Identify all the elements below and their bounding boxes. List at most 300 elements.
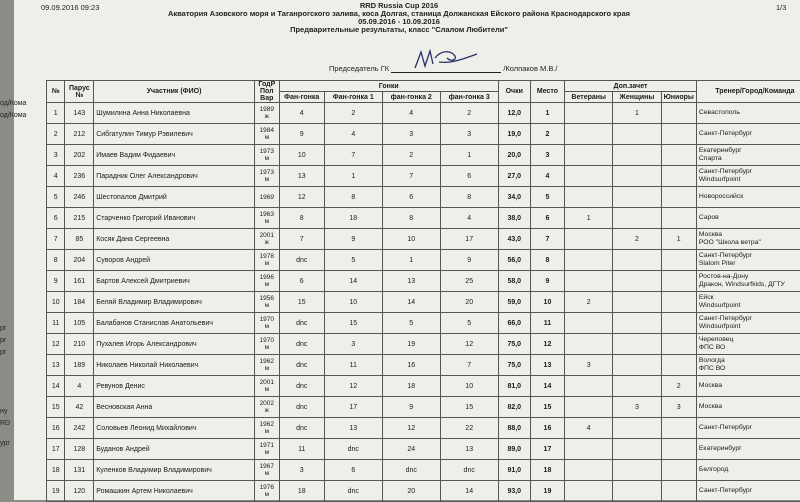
team: [696, 271, 800, 292]
race-result: 8: [324, 187, 382, 208]
year-gender-line: м: [257, 323, 277, 330]
row-num: 4: [47, 166, 65, 187]
col-race: Фан-гонка: [279, 92, 324, 103]
team: [696, 313, 800, 334]
team-line: РОО "Школа ветра": [699, 239, 800, 247]
race-result: 7: [382, 166, 440, 187]
veterans-rank: [565, 250, 613, 271]
race-result: 6: [382, 187, 440, 208]
race-result: 11: [324, 355, 382, 376]
event-dates: 05.09.2016 - 10.09.2016: [14, 18, 784, 26]
participant-name: Имаев Вадим Фидаевич: [94, 145, 255, 166]
place: 9: [530, 271, 564, 292]
team: [696, 166, 800, 187]
women-rank: [613, 376, 661, 397]
women-rank: [613, 250, 661, 271]
participant-name: Косяк Дана Сергеевна: [94, 229, 255, 250]
women-rank: [613, 166, 661, 187]
row-num: 19: [47, 481, 65, 502]
year-gender-line: 1970: [257, 337, 277, 344]
women-rank: [613, 313, 661, 334]
race-result: dnc: [279, 397, 324, 418]
table-row: [47, 313, 800, 334]
row-num: 5: [47, 187, 65, 208]
table-row: [47, 145, 800, 166]
women-rank: 2: [613, 229, 661, 250]
race-result: 2: [382, 145, 440, 166]
juniors-rank: [661, 124, 696, 145]
table-row: [47, 166, 800, 187]
adjacent-sheet-fragment: рг: [0, 325, 6, 332]
year-gender-line: 1962: [257, 421, 277, 428]
year-gender: [254, 187, 279, 208]
place: 8: [530, 250, 564, 271]
sail-number: 105: [65, 313, 94, 334]
year-gender-line: 1996: [257, 274, 277, 281]
race-result: dnc: [324, 439, 382, 460]
team-line: ФПС ВО: [699, 365, 800, 373]
col-sail: Парус №: [65, 81, 94, 103]
race-result: dnc: [324, 481, 382, 502]
year-gender: [254, 313, 279, 334]
points: 75,0: [498, 334, 530, 355]
col-extra-group: Доп.зачет: [565, 81, 697, 92]
team-line: Севастополь: [699, 109, 800, 117]
table-row: [47, 229, 800, 250]
year-gender-line: 1984: [257, 127, 277, 134]
sail-number: 4: [65, 376, 94, 397]
race-result: 12: [279, 187, 324, 208]
team: [696, 229, 800, 250]
women-rank: 3: [613, 397, 661, 418]
adjacent-sheet-fragment: од/Кома: [0, 100, 26, 107]
juniors-rank: [661, 460, 696, 481]
team: [696, 481, 800, 502]
year-gender-line: ж: [257, 407, 277, 414]
veterans-rank: [565, 187, 613, 208]
team: [696, 103, 800, 124]
veterans-rank: [565, 124, 613, 145]
sail-number: 202: [65, 145, 94, 166]
team-line: Санкт-Петербург: [699, 168, 800, 176]
year-gender-line: ж: [257, 239, 277, 246]
race-result: 15: [279, 292, 324, 313]
race-result: 1: [324, 166, 382, 187]
juniors-rank: [661, 418, 696, 439]
col-juniors: Юниоры: [661, 92, 696, 103]
juniors-rank: [661, 292, 696, 313]
veterans-rank: 3: [565, 355, 613, 376]
table-row: [47, 124, 800, 145]
veterans-rank: 1: [565, 208, 613, 229]
adjacent-sheet-fragment: ну: [0, 408, 7, 415]
col-num: №: [47, 81, 65, 103]
race-result: 20: [382, 481, 440, 502]
year-gender-line: м: [257, 386, 277, 393]
race-result: dnc: [279, 334, 324, 355]
sail-number: 120: [65, 481, 94, 502]
veterans-rank: [565, 460, 613, 481]
points: 56,0: [498, 250, 530, 271]
team: [696, 355, 800, 376]
race-result: 3: [382, 124, 440, 145]
race-result: 7: [440, 355, 498, 376]
sail-number: 204: [65, 250, 94, 271]
place: 19: [530, 481, 564, 502]
team-line: Санкт-Петербург: [699, 424, 800, 432]
sail-number: 184: [65, 292, 94, 313]
race-result: 3: [440, 124, 498, 145]
points: 38,0: [498, 208, 530, 229]
team: [696, 208, 800, 229]
race-result: 13: [279, 166, 324, 187]
race-result: 24: [382, 439, 440, 460]
team-line: Москва: [699, 403, 800, 411]
year-gender: [254, 250, 279, 271]
table-row: [47, 460, 800, 481]
year-gender-line: м: [257, 491, 277, 498]
race-result: 14: [324, 271, 382, 292]
race-result: 20: [440, 292, 498, 313]
year-gender-line: 1989: [257, 106, 277, 113]
participant-name: Пухалев Игорь Александрович: [94, 334, 255, 355]
year-gender-line: 1971: [257, 442, 277, 449]
race-result: 4: [382, 103, 440, 124]
sail-number: 246: [65, 187, 94, 208]
sail-number: 236: [65, 166, 94, 187]
race-result: dnc: [279, 376, 324, 397]
race-result: 12: [382, 418, 440, 439]
year-gender-line: м: [257, 302, 277, 309]
participant-name: Соловьев Леонид Михайлович: [94, 418, 255, 439]
team-line: Санкт-Петербург: [699, 130, 800, 138]
veterans-rank: [565, 229, 613, 250]
sail-number: 189: [65, 355, 94, 376]
results-class: Предварительные результаты, класс "Слалом Любители": [14, 26, 784, 34]
team-line: Саров: [699, 214, 800, 222]
women-rank: [613, 418, 661, 439]
race-result: 10: [279, 145, 324, 166]
race-result: 10: [382, 229, 440, 250]
race-result: 2: [324, 103, 382, 124]
row-num: 1: [47, 103, 65, 124]
team-line: Москва: [699, 382, 800, 390]
sail-number: 161: [65, 271, 94, 292]
year-gender-line: 1978: [257, 253, 277, 260]
race-result: dnc: [279, 355, 324, 376]
team-line: Slalom Piter: [699, 260, 800, 268]
team: [696, 439, 800, 460]
race-result: 9: [382, 397, 440, 418]
team-line: Windsurfpoint: [699, 176, 800, 184]
team-line: Москва: [699, 231, 800, 239]
race-result: 3: [279, 460, 324, 481]
year-gender: [254, 229, 279, 250]
women-rank: [613, 187, 661, 208]
women-rank: [613, 439, 661, 460]
event-location: Акватория Азовского моря и Таганрогского залива, коса Долгая, станица Должанская Ейского района Краснодарского края: [14, 10, 784, 18]
col-race: фан-гонка 3: [440, 92, 498, 103]
women-rank: [613, 124, 661, 145]
year-gender-line: м: [257, 344, 277, 351]
year-gender-line: 2002: [257, 400, 277, 407]
team-line: Ростов-на-Дону: [699, 273, 800, 281]
table-row: [47, 187, 800, 208]
participant-name: Старченко Григорий Иванович: [94, 208, 255, 229]
race-result: 7: [279, 229, 324, 250]
table-row: [47, 481, 800, 502]
year-gender-line: 2001: [257, 232, 277, 239]
year-gender: [254, 418, 279, 439]
juniors-rank: [661, 166, 696, 187]
place: 5: [530, 187, 564, 208]
row-num: 10: [47, 292, 65, 313]
race-result: 8: [279, 208, 324, 229]
row-num: 11: [47, 313, 65, 334]
row-num: 12: [47, 334, 65, 355]
women-rank: [613, 271, 661, 292]
year-gender: [254, 103, 279, 124]
place: 4: [530, 166, 564, 187]
col-veterans: Ветераны: [565, 92, 613, 103]
points: 66,0: [498, 313, 530, 334]
col-points: Очки: [498, 81, 530, 103]
race-result: 17: [440, 229, 498, 250]
row-num: 6: [47, 208, 65, 229]
race-result: 9: [440, 250, 498, 271]
participant-name: Весновская Анна: [94, 397, 255, 418]
chairman-name: /Колпаков М.В./: [503, 64, 557, 73]
race-result: 22: [440, 418, 498, 439]
table-row: [47, 271, 800, 292]
points: 93,0: [498, 481, 530, 502]
signature-line: [391, 64, 501, 73]
veterans-rank: 4: [565, 418, 613, 439]
points: 20,0: [498, 145, 530, 166]
juniors-rank: [661, 145, 696, 166]
team-line: Санкт-Петербург: [699, 487, 800, 495]
race-result: 4: [440, 208, 498, 229]
place: 11: [530, 313, 564, 334]
juniors-rank: 3: [661, 397, 696, 418]
participant-name: Шумилина Анна Николаевна: [94, 103, 255, 124]
year-gender-line: 1976: [257, 484, 277, 491]
race-result: 6: [440, 166, 498, 187]
year-gender-line: м: [257, 176, 277, 183]
team-line: ФПС ВО: [699, 344, 800, 352]
year-gender: [254, 334, 279, 355]
race-result: 5: [382, 313, 440, 334]
race-result: 8: [382, 208, 440, 229]
women-rank: [613, 208, 661, 229]
place: 18: [530, 460, 564, 481]
team-line: Череповец: [699, 336, 800, 344]
race-result: 17: [324, 397, 382, 418]
women-rank: [613, 334, 661, 355]
place: 2: [530, 124, 564, 145]
race-result: dnc: [382, 460, 440, 481]
print-timestamp: 09.09.2016 09:23: [41, 3, 99, 12]
row-num: 15: [47, 397, 65, 418]
sail-number: 143: [65, 103, 94, 124]
event-title: RRD Russia Cup 2016: [14, 2, 784, 10]
points: 89,0: [498, 439, 530, 460]
race-result: 4: [279, 103, 324, 124]
race-result: 2: [440, 103, 498, 124]
points: 58,0: [498, 271, 530, 292]
results-table: [46, 80, 800, 502]
juniors-rank: [661, 313, 696, 334]
row-num: 3: [47, 145, 65, 166]
col-place: Место: [530, 81, 564, 103]
place: 12: [530, 334, 564, 355]
year-gender-line: 1973: [257, 169, 277, 176]
participant-name: Парадник Олег Александрович: [94, 166, 255, 187]
year-gender-line: м: [257, 365, 277, 372]
team: [696, 334, 800, 355]
adjacent-sheet-fragment: ург: [0, 440, 10, 447]
sail-number: 212: [65, 124, 94, 145]
year-gender: [254, 208, 279, 229]
sail-number: 128: [65, 439, 94, 460]
place: 17: [530, 439, 564, 460]
race-result: 9: [279, 124, 324, 145]
veterans-rank: [565, 397, 613, 418]
participant-name: Сибгатулин Тимур Рэвилевич: [94, 124, 255, 145]
chairman-signature-line: [329, 64, 558, 73]
race-result: 18: [382, 376, 440, 397]
col-name: Участник (ФИО): [94, 81, 255, 103]
adjacent-sheet-fragment: од/Кома: [0, 112, 26, 119]
sail-number: 85: [65, 229, 94, 250]
year-gender-line: м: [257, 449, 277, 456]
table-row: [47, 397, 800, 418]
race-result: 10: [440, 376, 498, 397]
race-result: 16: [382, 355, 440, 376]
page-number: 1/3: [776, 3, 786, 12]
year-gender-line: м: [257, 218, 277, 225]
table-row: [47, 292, 800, 313]
place: 16: [530, 418, 564, 439]
adjacent-sheet-fragment: рг: [0, 349, 6, 356]
team: [696, 187, 800, 208]
team-line: Санкт-Петербург: [699, 252, 800, 260]
adjacent-sheet-fragment: RD: [0, 420, 10, 427]
year-gender-line: м: [257, 155, 277, 162]
points: 91,0: [498, 460, 530, 481]
place: 10: [530, 292, 564, 313]
year-gender-line: 1969: [257, 194, 277, 201]
place: 6: [530, 208, 564, 229]
race-result: 9: [324, 229, 382, 250]
participant-name: Суворов Андрей: [94, 250, 255, 271]
chairman-label: Председатель ГК: [329, 64, 389, 73]
year-gender-line: м: [257, 428, 277, 435]
race-result: 14: [382, 292, 440, 313]
year-gender-line: ж: [257, 113, 277, 120]
veterans-rank: [565, 145, 613, 166]
year-gender-line: 2001: [257, 379, 277, 386]
race-result: 15: [324, 313, 382, 334]
veterans-rank: [565, 313, 613, 334]
veterans-rank: [565, 103, 613, 124]
year-gender: [254, 481, 279, 502]
year-gender-line: 1973: [257, 148, 277, 155]
year-gender: [254, 166, 279, 187]
race-result: 1: [440, 145, 498, 166]
table-row: [47, 376, 800, 397]
year-gender-line: 1956: [257, 295, 277, 302]
participant-name: Николаев Николай Николаевич: [94, 355, 255, 376]
race-result: 11: [279, 439, 324, 460]
race-result: 14: [440, 481, 498, 502]
points: 88,0: [498, 418, 530, 439]
team: [696, 292, 800, 313]
points: 81,0: [498, 376, 530, 397]
points: 19,0: [498, 124, 530, 145]
table-row: [47, 103, 800, 124]
row-num: 7: [47, 229, 65, 250]
team-line: Екатеринбург: [699, 147, 800, 155]
row-num: 18: [47, 460, 65, 481]
table-row: [47, 208, 800, 229]
row-num: 14: [47, 376, 65, 397]
place: 7: [530, 229, 564, 250]
veterans-rank: [565, 334, 613, 355]
year-gender: [254, 124, 279, 145]
points: 75,0: [498, 355, 530, 376]
row-num: 13: [47, 355, 65, 376]
points: 27,0: [498, 166, 530, 187]
year-gender: [254, 376, 279, 397]
juniors-rank: 1: [661, 229, 696, 250]
race-result: 18: [279, 481, 324, 502]
year-gender-line: м: [257, 260, 277, 267]
race-result: 13: [440, 439, 498, 460]
race-result: 18: [324, 208, 382, 229]
points: 82,0: [498, 397, 530, 418]
table-row: [47, 439, 800, 460]
race-result: 10: [324, 292, 382, 313]
race-result: 25: [440, 271, 498, 292]
sail-number: 210: [65, 334, 94, 355]
year-gender: [254, 292, 279, 313]
race-result: 19: [382, 334, 440, 355]
sail-number: 42: [65, 397, 94, 418]
women-rank: [613, 481, 661, 502]
year-gender-line: 1962: [257, 358, 277, 365]
year-gender: [254, 355, 279, 376]
race-result: dnc: [279, 250, 324, 271]
women-rank: [613, 145, 661, 166]
race-result: 3: [324, 334, 382, 355]
points: 12,0: [498, 103, 530, 124]
women-rank: 1: [613, 103, 661, 124]
juniors-rank: 2: [661, 376, 696, 397]
year-gender: [254, 460, 279, 481]
place: 1: [530, 103, 564, 124]
juniors-rank: [661, 481, 696, 502]
place: 14: [530, 376, 564, 397]
juniors-rank: [661, 187, 696, 208]
adjacent-sheet-fragment: рг: [0, 337, 6, 344]
year-gender: [254, 145, 279, 166]
sail-number: 242: [65, 418, 94, 439]
team-line: Новороссийск: [699, 193, 800, 201]
row-num: 16: [47, 418, 65, 439]
women-rank: [613, 292, 661, 313]
veterans-rank: [565, 439, 613, 460]
